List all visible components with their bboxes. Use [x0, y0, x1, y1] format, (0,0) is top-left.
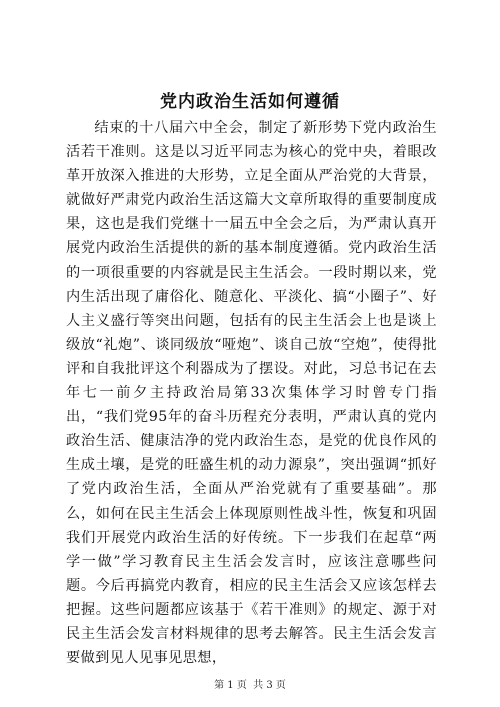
document-title: 党内政治生活如何遵循	[160, 92, 340, 112]
page-footer	[0, 680, 500, 692]
body-paragraph: 结束的十八届六中全会，制定了新形势下党内政治生活若干准则。这是以习近平同志为核心的党中央，着眼改革开放深入推进的大形势，立足全面从严治党的大背景，就做好严肃党内政治生活这篇大文章所取得的重要制度成果，这也是我们党继十一届五中全会之后，为严肃认真开展党内政治生活提供的新的基本制度遵循。党内政治生活的一项很重要的内容就是民主生活会。一段时期以来，党内生活出现了庸俗化、随意化、平淡化、搞“小圈子”、好人主义盛行等突出问题，包括有的民主生活会上也是谈上级放“礼炮”、谈同级放“哑炮”、谈自己放“空炮”，使得批评和自我批评这个利器成为了摆设。对此，习总书记在去年七一前夕主持政治局第33次集体学习时曾专门指出，“我们党95年的奋斗历程充分表明，严肃认真的党内政治生活、健康洁净的党内政治生态，是党的优良作风的生成土壤，是党的旺盛生机的动力源泉”，突出强调“抓好了党内政治生活，全面从严治党就有了重要基础”。那么，如何在民主生活会上体现原则性战斗性，恢复和巩固我们开展党内政治生活的好传统。下一步我们在起草“两学一做”学习教育民主生活会发言时，应该注意哪些问题。今后再搞党内教育，相应的民主生活会又应该怎样去把握。这些问题都应该基于《若干准则》的规定、源于对民主生活会发言材料规律的思考去解答。民主生活会发言要做到见人见事见思想，	[66, 120, 437, 667]
page-number-label: 第 1 页 共 3 页	[214, 680, 286, 691]
